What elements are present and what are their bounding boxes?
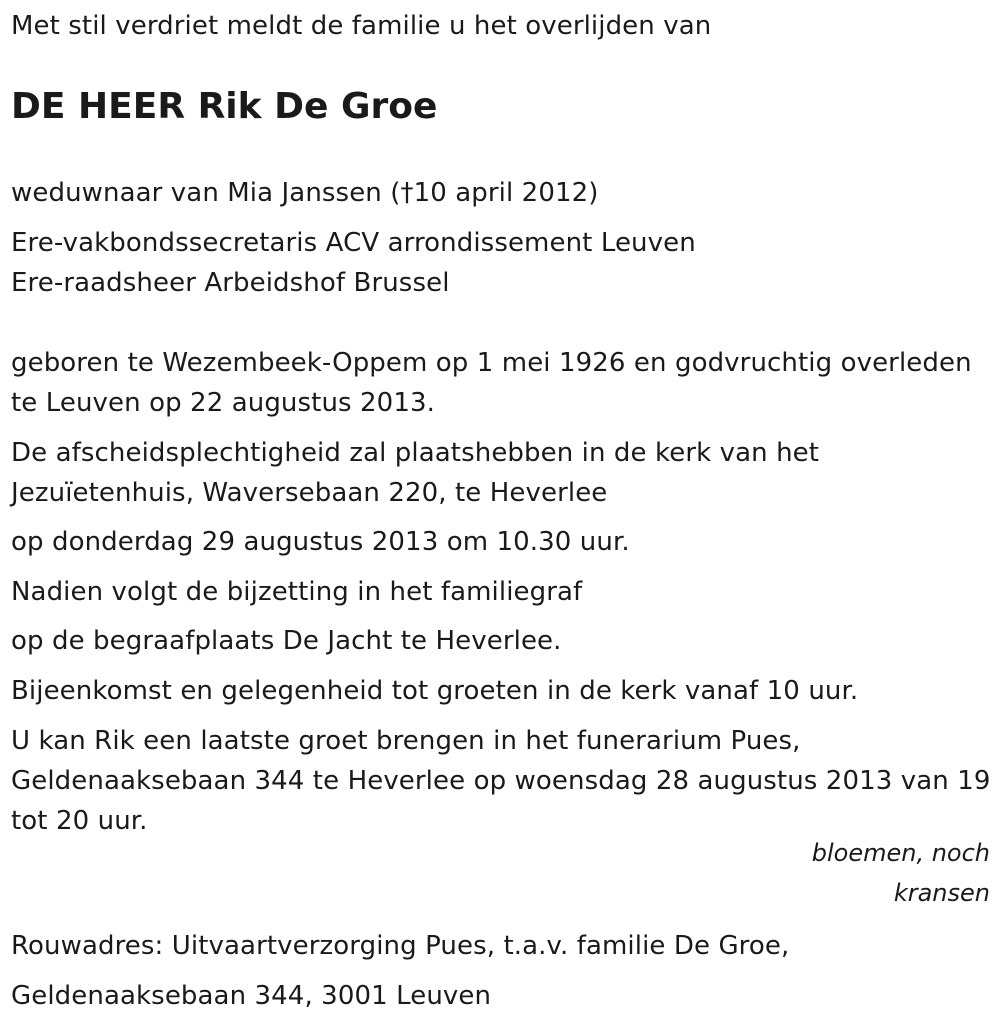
intro-text: Met stil verdriet meldt de familie u het overlijden van xyxy=(11,11,712,41)
spouse-date: 10 april 2012) xyxy=(413,178,599,208)
birth-death-line-1: geboren te Wezembeek-Oppem op 1 mei 1926 en godvruchtig overleden xyxy=(11,348,972,378)
flowers-note-line-1: bloemen, noch xyxy=(811,839,990,867)
burial-line-1: Nadien volgt de bijzetting in het familiegraf xyxy=(11,577,583,607)
burial-line-2: op de begraafplaats De Jacht te Heverlee. xyxy=(11,626,562,656)
ceremony-line-2: Jezuïetenhuis, Waversebaan 220, te Heverlee xyxy=(11,478,608,508)
ceremony-date: op donderdag 29 augustus 2013 om 10.30 uur. xyxy=(11,527,630,557)
visitation-line-2: Geldenaaksebaan 344 te Heverlee op woensdag 28 augustus 2013 van 19 xyxy=(11,766,991,796)
cross-icon: † xyxy=(400,178,414,208)
gathering-line: Bijeenkomst en gelegenheid tot groeten in de kerk vanaf 10 uur. xyxy=(11,676,859,706)
title-line-2: Ere-raadsheer Arbeidshof Brussel xyxy=(11,268,450,298)
ceremony-line-1: De afscheidsplechtigheid zal plaatshebben in de kerk van het xyxy=(11,438,820,468)
title-line-1: Ere-vakbondssecretaris ACV arrondissement Leuven xyxy=(11,228,696,258)
mourning-address-line-1: Rouwadres: Uitvaartverzorging Pues, t.a.v. familie De Groe, xyxy=(11,931,790,961)
visitation-line-1: U kan Rik een laatste groet brengen in het funerarium Pues, xyxy=(11,726,801,756)
spouse-line xyxy=(11,173,599,213)
deceased-name: DE HEER Rik De Groe xyxy=(11,86,438,127)
birth-death-line-2: te Leuven op 22 augustus 2013. xyxy=(11,388,435,418)
visitation-line-3: tot 20 uur. xyxy=(11,806,148,836)
spouse-prefix: weduwnaar van Mia Janssen ( xyxy=(11,178,401,208)
mourning-address-line-2: Geldenaaksebaan 344, 3001 Leuven xyxy=(11,981,492,1011)
flowers-note-line-2: kransen xyxy=(893,879,990,907)
